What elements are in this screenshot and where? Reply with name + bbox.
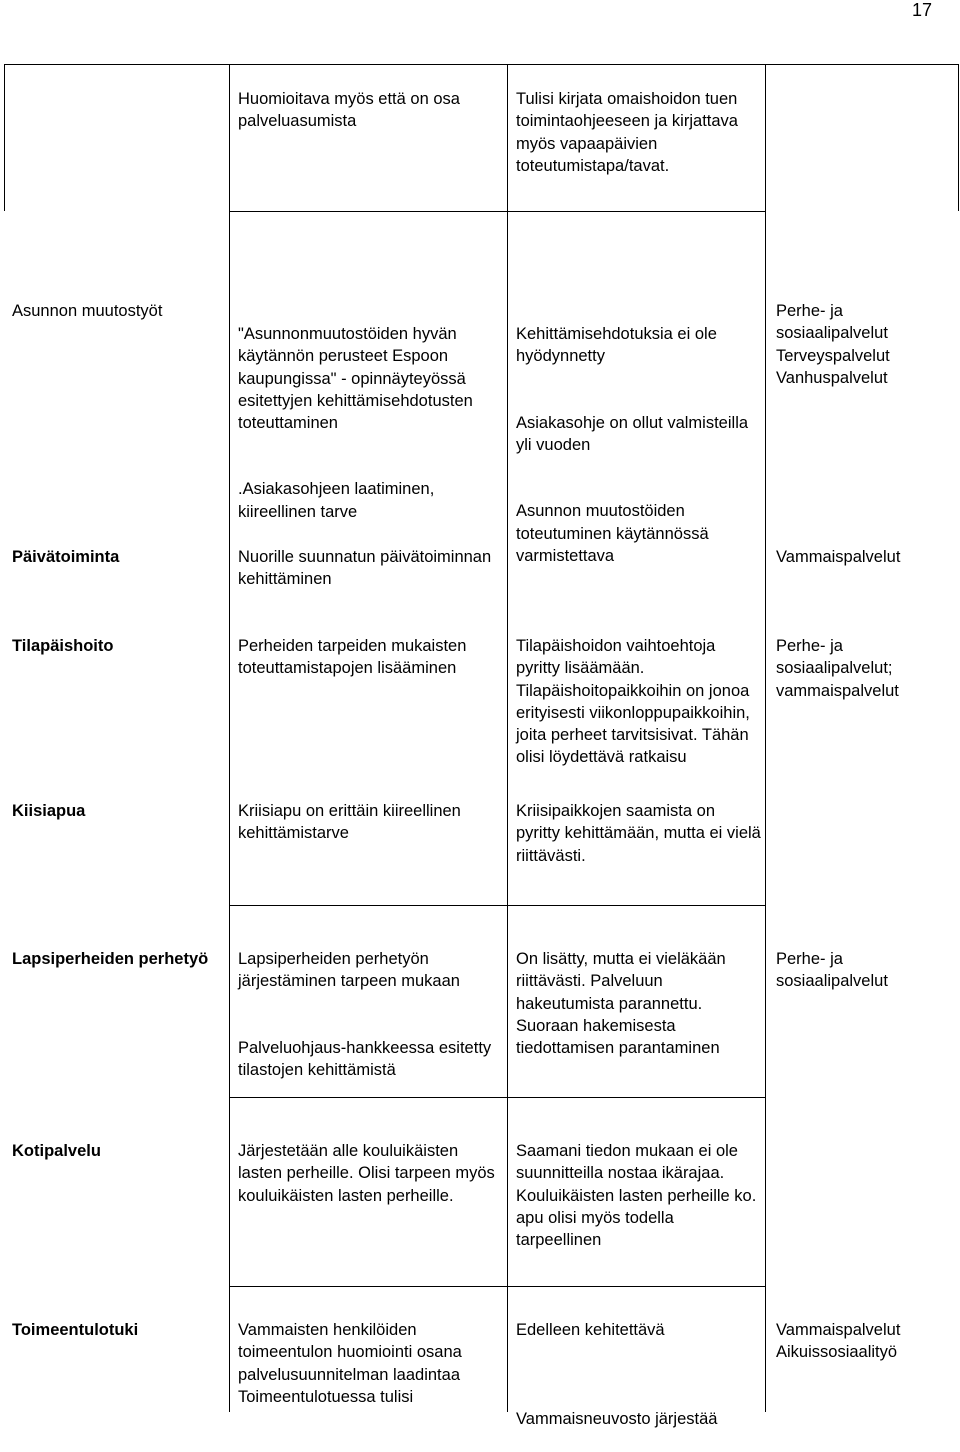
cell-text: Vammaisten henkilöiden toimeentulon huomiointi osana palvelusuunnitelman laadintaa Toimeentulotuessa tulisi xyxy=(238,1321,462,1406)
column-divider xyxy=(229,64,230,1412)
cell-text: Nuorille suunnatun päivätoiminnan kehittäminen xyxy=(238,548,492,589)
table-cell-measure xyxy=(238,778,500,867)
table-border-right xyxy=(958,64,959,211)
row-divider xyxy=(229,280,230,281)
topic-label: Päivätoiminta xyxy=(12,548,120,567)
topic-label: Asunnon muutostyöt xyxy=(12,302,163,321)
table-cell-measure xyxy=(238,301,500,545)
table-border-top xyxy=(4,64,959,65)
topic-label: Kiisiapua xyxy=(12,802,86,821)
cell-text: Lapsiperheiden perhetyön järjestäminen tarpeen mukaan xyxy=(238,950,460,991)
cell-text: Asiakasohje on ollut valmisteilla yli vuoden xyxy=(516,413,749,455)
column-divider xyxy=(765,64,766,1412)
table-cell-status xyxy=(516,66,762,199)
table-cell-topic xyxy=(12,1297,224,1364)
table-cell-status xyxy=(516,613,762,791)
cell-text: Perhe- ja sosiaalipalvelut; vammaispalvelut xyxy=(776,637,899,700)
cell-text: Järjestetään alle kouluikäisten lasten perheille. Olisi tarpeen myös kouluikäisten lasten perheille. xyxy=(238,1142,495,1205)
table-cell-topic xyxy=(12,926,224,993)
topic-label: Kotipalvelu xyxy=(12,1142,101,1161)
cell-text: Kriisipaikkojen saamista on pyritty kehittämään, mutta ei vielä riittävästi. xyxy=(516,802,761,865)
table-cell-status xyxy=(516,301,762,589)
cell-text: Vammaispalvelut xyxy=(776,548,901,567)
page-number: 17 xyxy=(911,0,932,20)
cell-text: .Asiakasohjeen laatiminen, kiireellinen tarve xyxy=(238,480,435,521)
table-cell-responsible xyxy=(776,1297,956,1386)
topic-label: Lapsiperheiden perhetyö xyxy=(12,950,209,969)
table-border-left xyxy=(4,64,5,211)
cell-text: Perhe- ja sosiaalipalvelut xyxy=(776,950,888,991)
cell-text: Saamani tiedon mukaan ei ole suunnitteilla nostaa ikärajaa. Kouluikäisten lasten perheille ko. apu olisi myös todella tarpeellinen xyxy=(516,1142,757,1250)
topic-label: Toimeentulotuki xyxy=(12,1321,139,1340)
table-cell-status xyxy=(516,1297,762,1452)
table-cell-measure xyxy=(238,524,500,613)
table-cell-topic xyxy=(12,524,224,591)
cell-text: "Asunnonmuutostöiden hyvän käytännön perusteet Espoon kaupungissa" - opinnäyteyössä esitettyjen kehittämisehdotusten toteuttaminen xyxy=(238,325,473,433)
cell-text: Kehittämisehdotuksia ei ole hyödynnetty xyxy=(516,325,717,366)
cell-text: Perhe- ja sosiaalipalvelut Terveyspalvelut Vanhuspalvelut xyxy=(776,302,890,387)
cell-text: Palveluohjaus-hankkeessa esitetty tilastojen kehittämistä xyxy=(238,1038,492,1080)
cell-text: Asunnon muutostöiden toteutuminen käytännössä varmistettava xyxy=(516,502,709,565)
cell-text: On lisätty, mutta ei vieläkään riittävästi. Palveluun hakeutumista parannettu. Suoraan hakemisesta tiedottamisen parantaminen xyxy=(516,950,726,1058)
table-cell-status xyxy=(516,926,762,1081)
table-cell-status xyxy=(516,1118,762,1273)
table-cell-measure xyxy=(238,613,500,702)
cell-text: Edelleen kehitettävä xyxy=(516,1321,665,1340)
table-cell-topic xyxy=(12,1118,224,1185)
cell-text: Kriisiapu on erittäin kiireellinen kehittämistarve xyxy=(238,802,461,843)
cell-text: Tilapäishoidon vaihtoehtoja pyritty lisäämään. Tilapäishoitopaikkoihin on jonoa erityisesti viikonloppupaikkoihin, joita perheet tarvitsisivat. Tähän olisi löydettävä ratkaisu xyxy=(516,637,750,767)
table-cell-measure xyxy=(238,1118,500,1229)
row-divider xyxy=(229,1286,766,1287)
table-cell-measure xyxy=(238,66,500,155)
table-cell-responsible xyxy=(776,524,956,591)
column-divider xyxy=(507,64,508,1412)
cell-text: Perheiden tarpeiden mukaisten toteuttamistapojen lisääminen xyxy=(238,637,467,678)
topic-label: Tilapäishoito xyxy=(12,637,114,656)
cell-text: Tulisi kirjata omaishoidon tuen toimintaohjeeseen ja kirjattava myös vapaapäivien toteutumistapa/tavat. xyxy=(516,90,738,175)
row-divider xyxy=(229,211,766,212)
cell-text: Vammaisneuvosto järjestää xyxy=(516,1409,718,1428)
cell-text: Vammaispalvelut Aikuissosiaalityö xyxy=(776,1321,901,1362)
table-cell-measure xyxy=(238,926,500,1103)
table-cell-topic xyxy=(12,613,224,680)
table-cell-responsible xyxy=(776,926,956,1015)
table-cell-measure xyxy=(238,1297,500,1430)
table-cell-responsible xyxy=(776,278,956,411)
cell-text: Huomioitava myös että on osa palveluasumista xyxy=(238,90,460,131)
table-cell-responsible xyxy=(776,613,956,724)
row-divider xyxy=(229,905,766,906)
table-cell-topic xyxy=(12,278,224,345)
table-cell-status xyxy=(516,778,762,889)
table-cell-topic xyxy=(12,778,224,845)
